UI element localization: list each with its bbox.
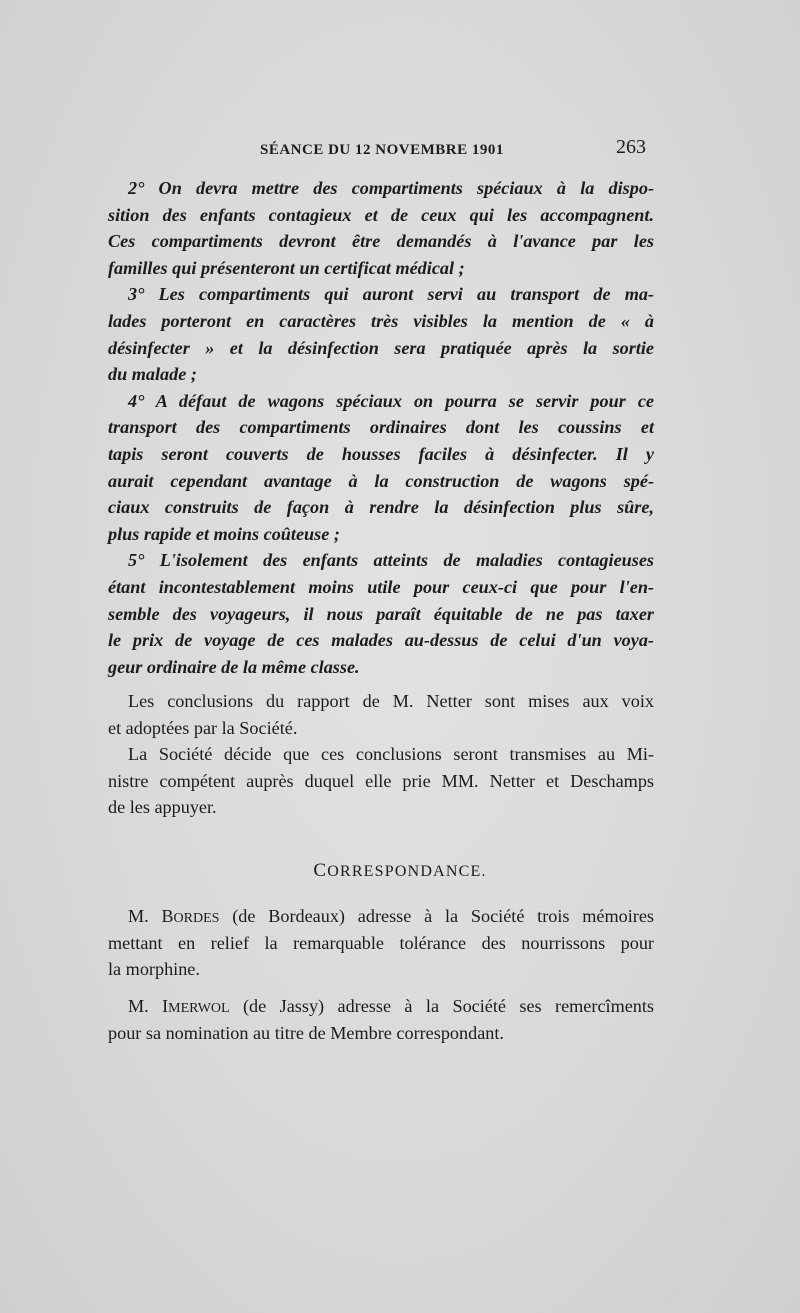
text-line: et adoptées par la Société. xyxy=(108,717,298,738)
text-line: aurait cependant avantage à la construction de wagons spé- xyxy=(108,470,654,491)
text-line: transport des compartiments ordinaires dont les coussins et xyxy=(108,417,654,438)
text-line: geur ordinaire de la même classe. xyxy=(108,656,360,677)
text-line: mettant en relief la remarquable tolérance des nourrissons pour xyxy=(108,932,654,953)
section-heading xyxy=(0,860,800,882)
heading-rest: ORRESPONDANCE. xyxy=(327,863,487,880)
text-line: plus rapide et moins coûteuse ; xyxy=(108,523,340,544)
text-line: 3° Les compartiments qui auront servi au transport de ma- xyxy=(128,284,654,305)
text-line: lades porteront en caractères très visibles la mention de « à xyxy=(108,310,654,331)
text-fragment: M. xyxy=(128,906,162,926)
text-line: 2° On devra mettre des compartiments spéciaux à la dispo- xyxy=(128,178,654,198)
author-name-rest: MERWOL xyxy=(168,1001,230,1016)
text-line: ciaux construits de façon à rendre la désinfection plus sûre, xyxy=(108,497,654,518)
text-fragment: (de Jassy) adresse à la Société ses remercîments xyxy=(229,996,655,1016)
text-line: étant incontestablement moins utile pour ceux-ci que pour l'en- xyxy=(108,576,654,597)
text-line: tapis seront couverts de housses faciles à désinfecter. Il y xyxy=(108,443,654,464)
correspondence-bordes xyxy=(108,903,654,983)
running-title: SÉANCE DU 12 NOVEMBRE 1901 xyxy=(260,142,504,158)
text-line: la morphine. xyxy=(108,959,200,980)
heading-initial: C xyxy=(313,860,328,881)
text-line: nistre compétent auprès duquel elle prie MM. Netter et Deschamps xyxy=(108,770,654,791)
text-line: désinfecter » et la désinfection sera pratiquée après la sortie xyxy=(108,337,654,358)
text-fragment: (de Bordeaux) adresse à la Société trois mémoires xyxy=(219,906,655,926)
text-line xyxy=(108,903,654,930)
text-line: de les appuyer. xyxy=(108,797,217,818)
text-line: sition des enfants contagieux et de ceux qui les accompagnent. xyxy=(108,204,654,225)
text-line: 4° A défaut de wagons spéciaux on pourra se servir pour ce xyxy=(128,390,654,411)
text-line: Les conclusions du rapport de M. Netter sont mises aux voix xyxy=(128,691,654,711)
conclusions-paragraph xyxy=(108,688,654,821)
correspondence-imerwol xyxy=(108,993,654,1046)
page-number: 263 xyxy=(616,136,646,158)
author-name-initial: I xyxy=(162,996,169,1016)
text-line: Ces compartiments devront être demandés à l'avance par les xyxy=(108,231,654,252)
text-line: La Société décide que ces conclusions seront transmises au Mi- xyxy=(128,744,654,765)
text-line: familles qui présenteront un certificat médical ; xyxy=(108,257,465,278)
text-line: le prix de voyage de ces malades au-dessus de celui d'un voya- xyxy=(108,630,654,651)
text-line: semble des voyageurs, il nous paraît équitable de ne pas taxer xyxy=(108,603,654,624)
text-fragment: M. xyxy=(128,996,163,1016)
author-name-rest: ORDES xyxy=(173,911,220,926)
page-header xyxy=(108,136,648,166)
text-line: du malade ; xyxy=(108,364,197,385)
author-name-initial: B xyxy=(161,906,174,926)
text-line: pour sa nomination au titre de Membre correspondant. xyxy=(108,1022,504,1043)
text-line: 5° L'isolement des enfants atteints de maladies contagieuses xyxy=(128,550,654,571)
recommendations-list xyxy=(108,175,654,680)
text-line xyxy=(108,993,654,1020)
